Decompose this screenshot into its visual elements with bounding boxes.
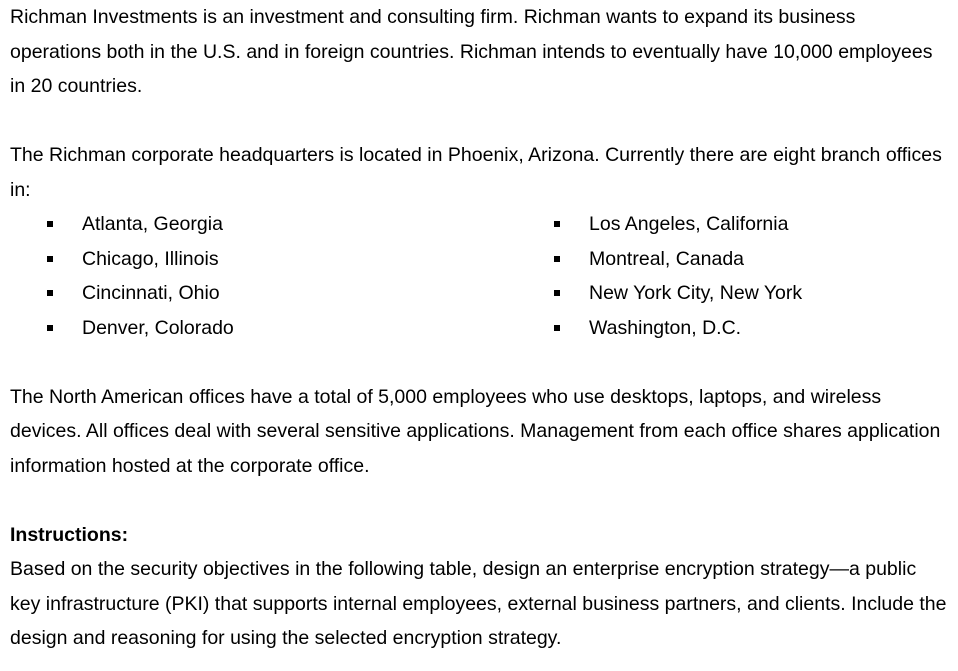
list-item: New York City, New York xyxy=(517,276,937,311)
square-bullet-icon xyxy=(554,256,560,262)
square-bullet-icon xyxy=(554,221,560,227)
square-bullet-icon xyxy=(47,256,53,262)
branch-office-list xyxy=(10,207,948,345)
list-item: Chicago, Illinois xyxy=(10,242,517,277)
spacer xyxy=(10,483,948,518)
offices-paragraph: The North American offices have a total of 5,000 employees who use desktops, laptops, and wireless devices. All offices deal with several sensitive applications. Management from each office shares application information hosted at the corporate office. xyxy=(10,385,941,477)
branch-list-right xyxy=(517,207,937,345)
instructions-paragraph: Based on the security objectives in the following table, design an enterprise encryption strategy—a public key infrastructure (PKI) that supports internal employees, external business partners, and clients. Include the design and reasoning for using the selected encryption strategy. xyxy=(10,558,947,649)
square-bullet-icon xyxy=(554,290,560,296)
branch-list-left xyxy=(10,207,517,345)
square-bullet-icon xyxy=(47,325,53,331)
list-item: Denver, Colorado xyxy=(10,311,517,346)
list-item: Cincinnati, Ohio xyxy=(10,276,517,311)
list-item: Montreal, Canada xyxy=(517,242,937,277)
intro-paragraph: Richman Investments is an investment and consulting firm. Richman wants to expand its business operations both in the U.S. and in foreign countries. Richman intends to eventually have 10,000 employees in 20 countries. xyxy=(10,6,933,97)
instructions-heading: Instructions: xyxy=(10,523,129,546)
spacer xyxy=(10,345,948,380)
list-item: Los Angeles, California xyxy=(517,207,937,242)
square-bullet-icon xyxy=(47,221,53,227)
headquarters-paragraph: The Richman corporate headquarters is located in Phoenix, Arizona. Currently there are eight branch offices in: xyxy=(10,144,942,201)
square-bullet-icon xyxy=(554,325,560,331)
spacer xyxy=(10,104,948,139)
list-item: Washington, D.C. xyxy=(517,311,937,346)
list-item: Atlanta, Georgia xyxy=(10,207,517,242)
square-bullet-icon xyxy=(47,290,53,296)
